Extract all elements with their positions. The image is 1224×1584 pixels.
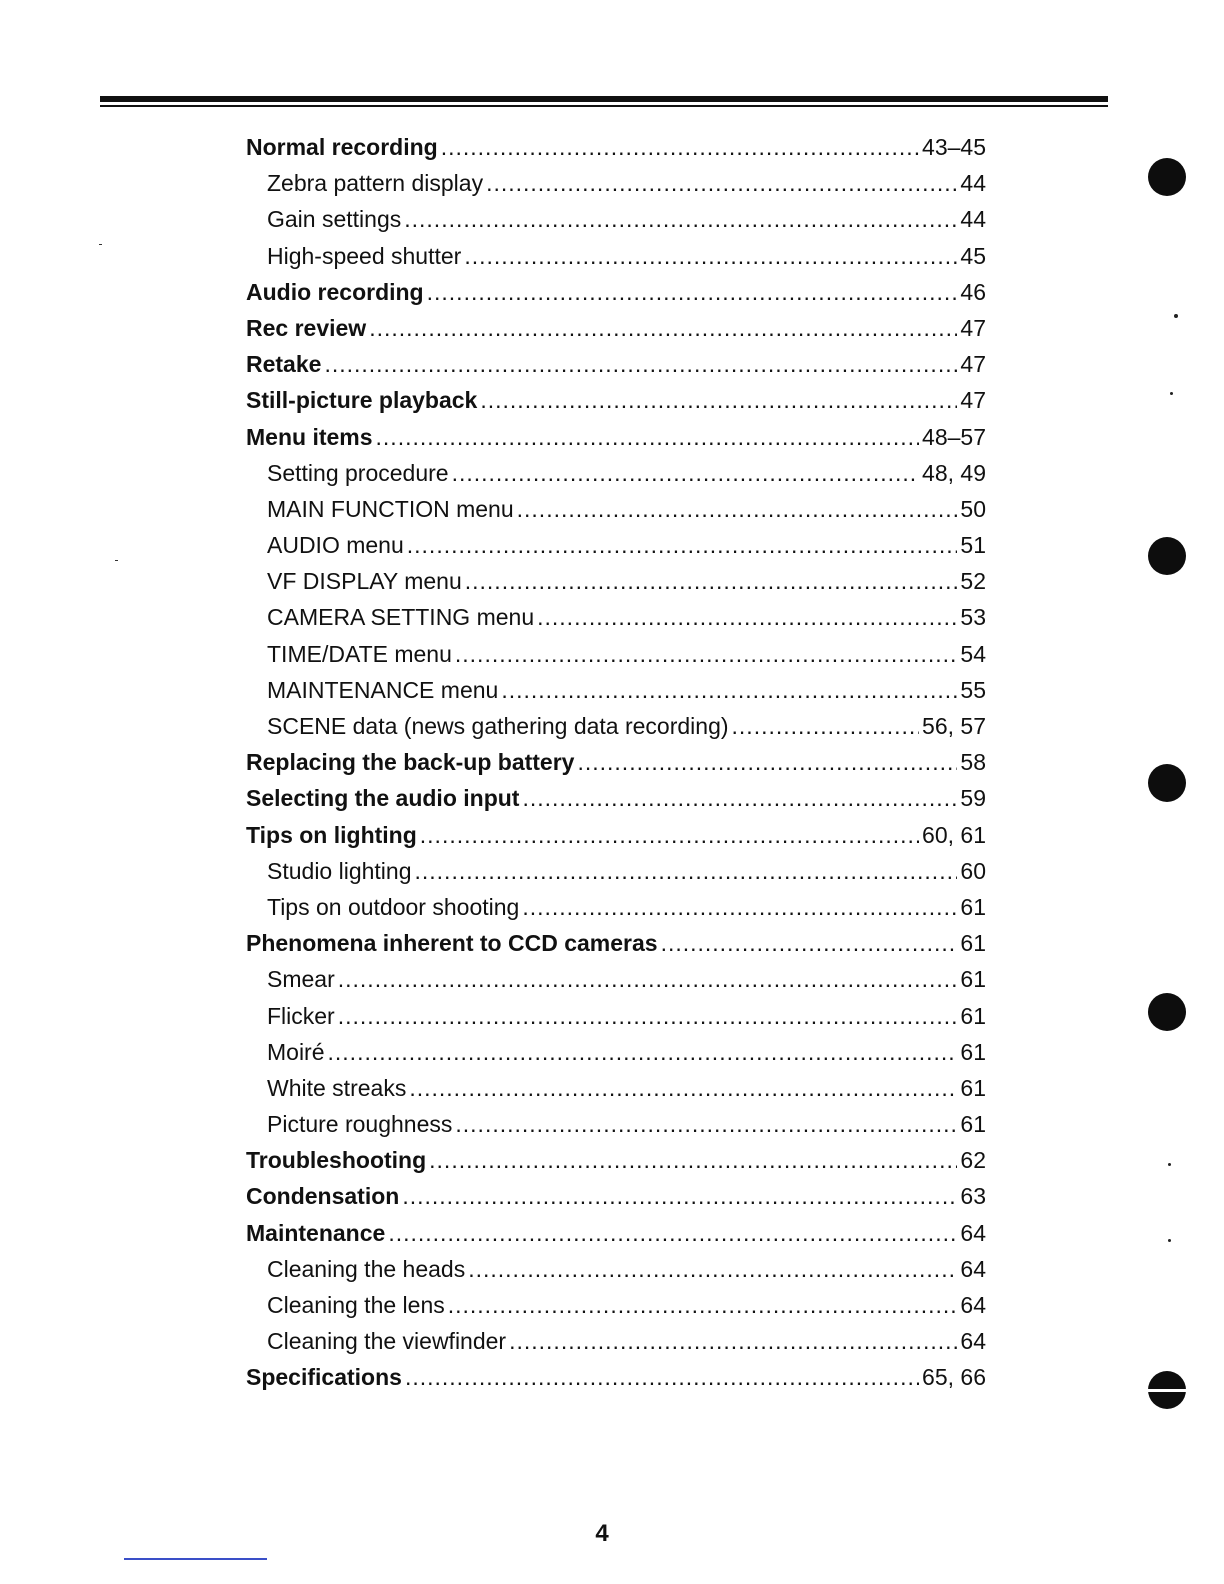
toc-entry[interactable] — [246, 1178, 986, 1214]
toc-entry[interactable] — [246, 527, 986, 563]
toc-entry-title: Smear — [267, 966, 335, 993]
toc-entry-page: 47 — [960, 387, 986, 414]
toc-entry-page: 55 — [960, 676, 986, 703]
dot-leader — [537, 599, 957, 635]
toc-entry-title: SCENE data (news gathering data recording) — [267, 713, 729, 739]
toc-entry-page: 50 — [960, 495, 986, 522]
toc-entry-page: 59 — [960, 785, 986, 812]
toc-entry-title: Studio lighting — [267, 857, 412, 884]
toc-entry[interactable] — [246, 1142, 986, 1178]
toc-entry[interactable] — [246, 129, 986, 165]
binder-hole-icon — [1148, 1371, 1186, 1409]
toc-entry[interactable] — [246, 672, 986, 708]
toc-entry-title: Zebra pattern display — [267, 170, 484, 197]
toc-entry-page: 61 — [960, 966, 986, 993]
toc-entry[interactable] — [246, 708, 986, 744]
toc-entry[interactable] — [246, 274, 986, 310]
toc-entry[interactable] — [246, 165, 986, 201]
toc-entry-title: MAIN FUNCTION menu — [267, 495, 514, 522]
toc-entry-title: Menu items — [246, 423, 373, 450]
toc-entry[interactable] — [246, 1106, 986, 1142]
toc-entry-page: 60 — [960, 857, 986, 884]
dot-leader — [376, 419, 920, 455]
dot-leader — [468, 1251, 957, 1287]
toc-entry-title: Cleaning the lens — [267, 1292, 445, 1318]
dot-leader — [338, 998, 958, 1034]
dot-leader — [501, 672, 957, 708]
dot-leader — [328, 1034, 958, 1070]
toc-entry-page: 44 — [960, 206, 986, 233]
toc-entry-title: Tips on lighting — [246, 821, 417, 848]
toc-entry[interactable] — [246, 563, 986, 599]
toc-entry-title: Maintenance — [246, 1219, 386, 1246]
toc-entry[interactable] — [246, 310, 986, 346]
dot-leader — [441, 129, 919, 165]
toc-entry[interactable] — [246, 889, 986, 925]
toc-entry[interactable] — [246, 1251, 986, 1287]
toc-entry-page: 58 — [960, 749, 986, 776]
toc-entry-title: Replacing the back-up battery — [246, 749, 575, 776]
table-of-contents — [246, 129, 986, 1396]
toc-entry-page: 51 — [960, 532, 986, 559]
header-rule-thick — [100, 96, 1108, 102]
binder-hole-icon — [1148, 993, 1186, 1031]
footer-line — [124, 1558, 267, 1560]
toc-entry-page: 44 — [960, 170, 986, 197]
binder-hole-icon — [1148, 158, 1186, 196]
toc-entry[interactable] — [246, 636, 986, 672]
dot-leader — [405, 1359, 919, 1395]
toc-entry-title: High-speed shutter — [267, 242, 462, 269]
page-number: 4 — [595, 1520, 609, 1547]
toc-entry-page: 61 — [960, 1111, 986, 1138]
header-rule-thin — [100, 105, 1108, 107]
toc-entry[interactable] — [246, 419, 986, 455]
dot-leader — [409, 1070, 957, 1106]
dot-leader — [369, 310, 957, 346]
toc-entry[interactable] — [246, 1359, 986, 1395]
dot-leader — [338, 961, 958, 997]
toc-entry-page: 65, 66 — [922, 1364, 986, 1391]
toc-entry-title: Condensation — [246, 1183, 400, 1210]
toc-entry-page: 43–45 — [922, 134, 986, 160]
dot-leader — [404, 201, 957, 237]
toc-entry-title: Still-picture playback — [246, 387, 478, 414]
toc-entry-page: 63 — [960, 1183, 986, 1210]
dot-leader — [517, 491, 958, 527]
dot-leader — [388, 1215, 957, 1251]
scan-speck — [115, 560, 118, 561]
toc-entry[interactable] — [246, 780, 986, 816]
dot-leader — [420, 817, 919, 853]
scan-speck — [1174, 314, 1178, 318]
toc-entry[interactable] — [246, 1070, 986, 1106]
toc-entry-title: Tips on outdoor shooting — [267, 893, 520, 920]
dot-leader — [480, 382, 957, 418]
toc-entry[interactable] — [246, 1323, 986, 1359]
toc-entry-title: TIME/DATE menu — [267, 640, 452, 667]
toc-entry-title: Audio recording — [246, 278, 424, 305]
toc-entry-page: 61 — [960, 1002, 986, 1029]
toc-entry-page: 61 — [960, 930, 986, 957]
dot-leader — [455, 636, 958, 672]
dot-leader — [464, 238, 957, 274]
toc-entry-title: Selecting the audio input — [246, 785, 520, 812]
toc-entry-title: Gain settings — [267, 206, 402, 233]
dot-leader — [732, 708, 920, 744]
toc-entry-title: Flicker — [267, 1002, 335, 1029]
dot-leader — [407, 527, 958, 563]
dot-leader — [402, 1178, 957, 1214]
toc-entry[interactable] — [246, 961, 986, 997]
toc-entry-page: 48, 49 — [922, 459, 986, 486]
toc-entry-title: AUDIO menu — [267, 532, 404, 559]
toc-entry-title: Phenomena inherent to CCD cameras — [246, 930, 658, 957]
dot-leader — [509, 1323, 957, 1359]
toc-entry-title: Retake — [246, 351, 322, 378]
dot-leader — [452, 455, 919, 491]
toc-entry-page: 62 — [960, 1147, 986, 1174]
toc-entry-title: Specifications — [246, 1364, 402, 1391]
toc-entry-page: 54 — [960, 640, 986, 667]
toc-entry[interactable] — [246, 1215, 986, 1251]
toc-entry-page: 56, 57 — [922, 713, 986, 739]
toc-entry-title: Troubleshooting — [246, 1147, 427, 1174]
toc-entry[interactable] — [246, 998, 986, 1034]
toc-entry-page: 61 — [960, 893, 986, 920]
dot-leader — [427, 274, 958, 310]
binder-hole-icon — [1148, 537, 1186, 575]
toc-entry[interactable] — [246, 238, 986, 274]
toc-entry-page: 53 — [960, 604, 986, 631]
dot-leader — [415, 853, 958, 889]
toc-entry[interactable] — [246, 201, 986, 237]
toc-entry-title: Rec review — [246, 314, 367, 341]
binder-hole-icon — [1148, 764, 1186, 802]
dot-leader — [455, 1106, 957, 1142]
toc-entry[interactable] — [246, 346, 986, 382]
toc-entry[interactable] — [246, 491, 986, 527]
toc-entry-page: 60, 61 — [922, 821, 986, 848]
toc-entry-title: Moiré — [267, 1038, 325, 1065]
toc-entry-page: 64 — [960, 1255, 986, 1282]
toc-entry[interactable] — [246, 1287, 986, 1323]
toc-entry-title: Setting procedure — [267, 459, 449, 486]
toc-entry-title: White streaks — [267, 1074, 407, 1101]
toc-entry-page: 48–57 — [922, 423, 986, 450]
toc-entry-title: Normal recording — [246, 134, 438, 160]
toc-entry-page: 47 — [960, 314, 986, 341]
dot-leader — [486, 165, 957, 201]
dot-leader — [429, 1142, 957, 1178]
toc-entry-title: Cleaning the viewfinder — [267, 1328, 507, 1355]
dot-leader — [465, 563, 958, 599]
toc-entry[interactable] — [246, 744, 986, 780]
toc-entry-page: 47 — [960, 351, 986, 378]
dot-leader — [324, 346, 957, 382]
toc-entry-title: VF DISPLAY menu — [267, 568, 462, 595]
dot-leader — [522, 780, 957, 816]
toc-entry-title: MAINTENANCE menu — [267, 676, 499, 703]
dot-leader — [661, 925, 958, 961]
toc-entry-title: CAMERA SETTING menu — [267, 604, 535, 631]
toc-entry[interactable] — [246, 1034, 986, 1070]
toc-entry-page: 64 — [960, 1219, 986, 1246]
toc-entry-page: 46 — [960, 278, 986, 305]
toc-entry-title: Cleaning the heads — [267, 1255, 466, 1282]
toc-entry[interactable] — [246, 925, 986, 961]
toc-entry[interactable] — [246, 817, 986, 853]
toc-entry-page: 64 — [960, 1328, 986, 1355]
toc-entry-title: Picture roughness — [267, 1111, 453, 1138]
toc-entry-page: 61 — [960, 1074, 986, 1101]
scan-speck — [1168, 1239, 1171, 1242]
dot-leader — [448, 1287, 958, 1323]
toc-entry-page: 61 — [960, 1038, 986, 1065]
toc-entry[interactable] — [246, 455, 986, 491]
scan-speck — [99, 244, 102, 245]
toc-entry[interactable] — [246, 599, 986, 635]
toc-entry-page: 64 — [960, 1292, 986, 1318]
toc-entry-page: 52 — [960, 568, 986, 595]
toc-entry[interactable] — [246, 382, 986, 418]
dot-leader — [577, 744, 957, 780]
dot-leader — [522, 889, 957, 925]
toc-entry[interactable] — [246, 853, 986, 889]
toc-entry-page: 45 — [960, 242, 986, 269]
scan-speck — [1170, 392, 1173, 395]
scan-speck — [1168, 1163, 1171, 1166]
